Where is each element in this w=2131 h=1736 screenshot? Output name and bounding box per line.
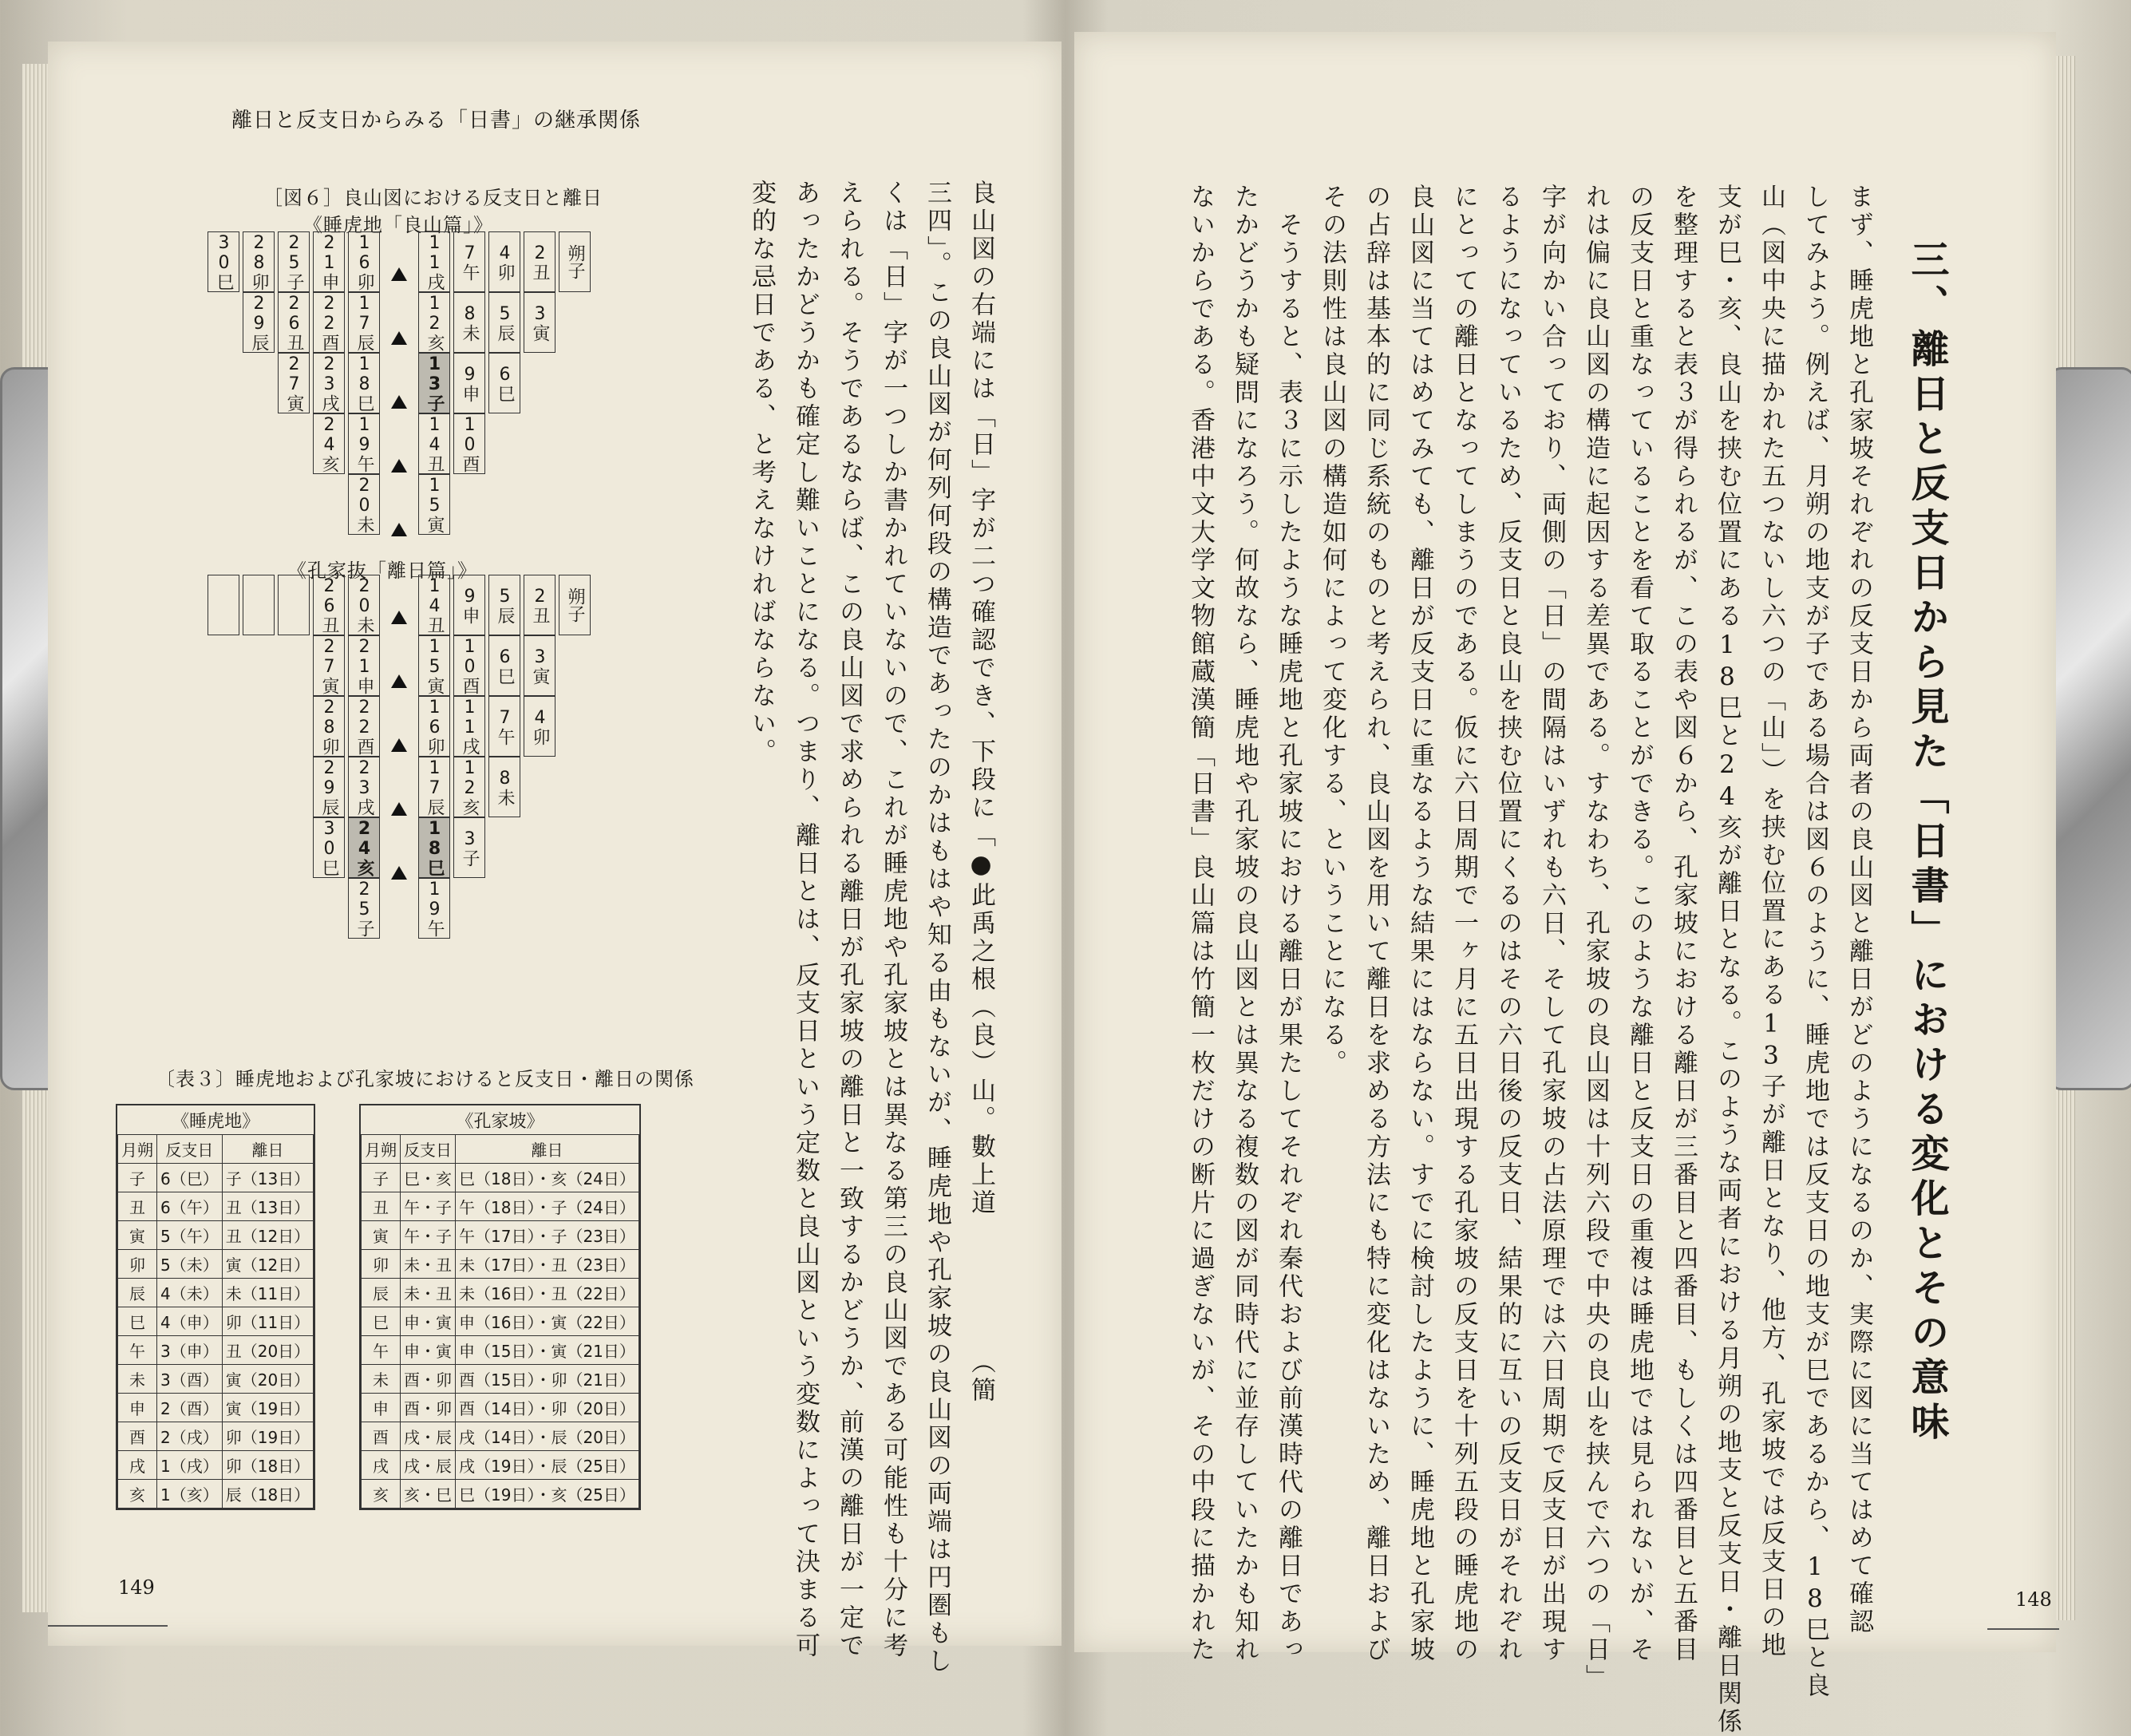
text-column: るようになっているため、反支日と良山を挟む位置にくるのはその六日後の反支日、結果的に互いの反支日がそれぞれ bbox=[1493, 184, 1522, 1664]
table-cell: 丑（13日） bbox=[222, 1192, 313, 1221]
column-note: （簡 bbox=[967, 1349, 995, 1405]
table-cell: 申・寅 bbox=[401, 1307, 456, 1336]
grid-cell: 3寅 bbox=[524, 635, 555, 696]
grid-cell: 7午 bbox=[453, 231, 485, 292]
table-row bbox=[362, 1480, 639, 1509]
grid-cell: 3寅 bbox=[524, 292, 555, 353]
grid-cell: 14丑 bbox=[418, 413, 450, 474]
table-row bbox=[118, 1279, 314, 1307]
table-cell: 丑 bbox=[118, 1192, 157, 1221]
table-cell: 申（16日）・寅（22日） bbox=[456, 1307, 639, 1336]
table-cell: 1（亥） bbox=[157, 1480, 223, 1509]
table-row bbox=[362, 1279, 639, 1307]
table-cell: 未（16日）・丑（22日） bbox=[456, 1279, 639, 1307]
table-cell: 午 bbox=[362, 1336, 401, 1365]
grid-cell: 27寅 bbox=[278, 353, 310, 413]
text-column: その法則性は良山図の構造如何によって変化する、ということになる。 bbox=[1318, 184, 1346, 1078]
table-cell: 寅（20日） bbox=[222, 1365, 313, 1394]
table-cell: 戌（14日）・辰（20日） bbox=[456, 1422, 639, 1451]
table-cell: 戌（19日）・辰（25日） bbox=[456, 1451, 639, 1480]
grid-cell: 28卯 bbox=[313, 696, 345, 757]
table-cell: 酉 bbox=[118, 1422, 157, 1451]
grid-cell: 19午 bbox=[348, 413, 380, 474]
table-3-shuihudi bbox=[116, 1104, 315, 1510]
table-cell: 3（酉） bbox=[157, 1365, 223, 1394]
grid-cell: 28卯 bbox=[243, 231, 275, 292]
right-binder-clip bbox=[2047, 367, 2131, 1090]
page-number-right: 148 bbox=[2015, 1588, 2052, 1611]
grid-cell: 18巳 bbox=[418, 817, 450, 878]
grid-cell: 25子 bbox=[278, 231, 310, 292]
figure-6-subtitle-a: 《睡虎地「良山篇」》 bbox=[303, 214, 493, 236]
table-cell: 卯 bbox=[362, 1250, 401, 1279]
grid-cell: 13子 bbox=[418, 353, 450, 413]
table-cell: 酉・卯 bbox=[401, 1365, 456, 1394]
table-3-title: 〔表３〕睡虎地および孔家坡におけると反支日・離日の関係 bbox=[156, 1068, 694, 1090]
table-cell: 戌 bbox=[118, 1451, 157, 1480]
table-cell: 5（未） bbox=[157, 1250, 223, 1279]
text-column: の占辞は基本的に同じ系統のものと考えられ、良山図を用いて離日を求める方法にも特に変化はないため、離日および bbox=[1362, 184, 1390, 1664]
table-cell: 酉 bbox=[362, 1422, 401, 1451]
grid-cell: 10酉 bbox=[453, 635, 485, 696]
grid-cell: 24亥 bbox=[348, 817, 380, 878]
grid-cell: 16卯 bbox=[418, 696, 450, 757]
mountain-marker bbox=[391, 611, 407, 624]
table-row bbox=[118, 1480, 314, 1509]
running-head: 離日と反支日からみる「日書」の継承関係 bbox=[231, 109, 642, 132]
table-cell: 酉（14日）・卯（20日） bbox=[456, 1394, 639, 1422]
text-column: にとっての離日となってしまうのである。仮に六日周期で一ヶ月に五日出現する孔家坡の反支日を十列五段の睡虎地の bbox=[1449, 184, 1478, 1664]
grid-cell: 6巳 bbox=[488, 353, 520, 413]
table-cell: 巳 bbox=[362, 1307, 401, 1336]
table-cell: 辰 bbox=[118, 1279, 157, 1307]
grid-cell: 11戌 bbox=[418, 231, 450, 292]
grid-cell: 2丑 bbox=[524, 231, 555, 292]
table-row bbox=[362, 1394, 639, 1422]
grid-cell: 11戌 bbox=[453, 696, 485, 757]
table-cell: 亥・巳 bbox=[401, 1480, 456, 1509]
table-cell: 卯 bbox=[118, 1250, 157, 1279]
table-row bbox=[362, 1192, 639, 1221]
table-row bbox=[118, 1336, 314, 1365]
table-cell: 巳（19日）・亥（25日） bbox=[456, 1480, 639, 1509]
table-cell: 子 bbox=[362, 1164, 401, 1192]
table-cell: 亥 bbox=[362, 1480, 401, 1509]
grid-cell: 2丑 bbox=[524, 575, 555, 635]
table-cell: 卯（11日） bbox=[222, 1307, 313, 1336]
grid-cell: 24亥 bbox=[313, 413, 345, 474]
mountain-marker bbox=[391, 523, 407, 536]
table-cell: 申・寅 bbox=[401, 1336, 456, 1365]
text-column: 山（図中央に描かれた五つないし六つの「山」）を挟む位置にある13子が離日となり、他方、孔家坡では反支日の地 bbox=[1757, 184, 1785, 1660]
table-cell: 申 bbox=[362, 1394, 401, 1422]
grid-cell: 4卯 bbox=[488, 231, 520, 292]
table-cell: 酉・卯 bbox=[401, 1394, 456, 1422]
table-cell: 4（未） bbox=[157, 1279, 223, 1307]
grid-cell: 18巳 bbox=[348, 353, 380, 413]
grid-cell: 30巳 bbox=[313, 817, 345, 878]
grid-cell-empty bbox=[208, 575, 239, 635]
figure-6-title: ［図６］良山図における反支日と離日 bbox=[263, 187, 603, 209]
table-cell: 酉（15日）・卯（21日） bbox=[456, 1365, 639, 1394]
table-row bbox=[362, 1336, 639, 1365]
text-column: れは偏に良山図の構造に起因する差異である。すなわち、孔家坡の良山図は十列六段で中央の良山を挟んで六つの「日」 bbox=[1581, 184, 1610, 1692]
table-cell: 巳 bbox=[118, 1307, 157, 1336]
grid-cell: 3子 bbox=[453, 817, 485, 878]
table-cell: 戌・辰 bbox=[401, 1422, 456, 1451]
text-column: くは「日」字が一つしか書かれていないので、これが睡虎地や孔家坡とは異なる第三の良山図である可能性も十分に考 bbox=[879, 180, 907, 1660]
text-column: 字が向かい合っており、両側の「日」の間隔はいずれも六日、そして孔家坡の占法原理では六日周期で反支日が出現す bbox=[1537, 184, 1566, 1664]
mountain-marker bbox=[391, 674, 407, 688]
grid-cell: 6巳 bbox=[488, 635, 520, 696]
grid-cell: 5辰 bbox=[488, 292, 520, 353]
table-cell: 丑（20日） bbox=[222, 1336, 313, 1365]
page-number-left: 149 bbox=[118, 1576, 155, 1599]
table-row bbox=[118, 1422, 314, 1451]
table-cell: 巳（18日）・亥（24日） bbox=[456, 1164, 639, 1192]
grid-cell: 29辰 bbox=[313, 757, 345, 817]
grid-cell: 15寅 bbox=[418, 635, 450, 696]
table-cell: 午（17日）・子（23日） bbox=[456, 1221, 639, 1250]
text-column: 変的な忌日である、と考えなければならない。 bbox=[747, 180, 776, 766]
text-column: 三四」。この良山図が何列何段の構造であったのかはもはや知る由もないが、睡虎地や孔家坡の良山図の両端は円圏もし bbox=[923, 180, 951, 1676]
table-cell: 戌・辰 bbox=[401, 1451, 456, 1480]
mountain-marker bbox=[391, 331, 407, 345]
grid-cell: 23戌 bbox=[348, 757, 380, 817]
grid-cell: 12亥 bbox=[453, 757, 485, 817]
table-row bbox=[118, 1307, 314, 1336]
figure-6-subtitle-b: 《孔家抜「離日篇」》 bbox=[287, 560, 477, 582]
grid-cell: 19午 bbox=[418, 878, 450, 939]
table-3-kongjiapo bbox=[359, 1104, 641, 1510]
grid-cell: 9申 bbox=[453, 353, 485, 413]
table-row bbox=[118, 1250, 314, 1279]
table-cell: 申（15日）・寅（21日） bbox=[456, 1336, 639, 1365]
table-cell: 2（戌） bbox=[157, 1422, 223, 1451]
table-cell: 丑 bbox=[362, 1192, 401, 1221]
table-cell: 寅 bbox=[362, 1221, 401, 1250]
table-cell: 卯（18日） bbox=[222, 1451, 313, 1480]
text-column: してみよう。例えば、月朔の地支が子である場合は図６のように、睡虎地では反支日の地支が巳であるから、18巳と良 bbox=[1801, 184, 1829, 1700]
table-row bbox=[362, 1164, 639, 1192]
text-column: あったかどうかも確定し難いことになる。つまり、離日とは、反支日という定数と良山図という変数によって決まる可 bbox=[791, 180, 820, 1660]
mountain-marker bbox=[391, 395, 407, 409]
text-column: まず、睡虎地と孔家坡それぞれの反支日から両者の良山図と離日がどのようになるのか、実際に図に当てはめて確認 bbox=[1844, 184, 1873, 1636]
table-row bbox=[362, 1221, 639, 1250]
table-cell: 午・子 bbox=[401, 1221, 456, 1250]
grid-cell: 26丑 bbox=[278, 292, 310, 353]
grid-cell: 27寅 bbox=[313, 635, 345, 696]
table-header: 離日 bbox=[456, 1135, 639, 1164]
grid-cell: 21申 bbox=[313, 231, 345, 292]
table-row bbox=[362, 1250, 639, 1279]
table-cell: 5（午） bbox=[157, 1221, 223, 1250]
table-row bbox=[118, 1365, 314, 1394]
footer-rule-left bbox=[48, 1625, 168, 1627]
text-column: の反支日と重なっていることを看て取ることができる。このような離日と反支日の重複は睡虎地では見られないが、そ bbox=[1625, 184, 1654, 1664]
grid-cell: 29辰 bbox=[243, 292, 275, 353]
grid-cell: 12亥 bbox=[418, 292, 450, 353]
grid-cell: 25子 bbox=[348, 878, 380, 939]
table-cell: 3（申） bbox=[157, 1336, 223, 1365]
mountain-marker bbox=[391, 866, 407, 880]
grid-cell: 20未 bbox=[348, 575, 380, 635]
table-row bbox=[362, 1451, 639, 1480]
grid-cell: 14丑 bbox=[418, 575, 450, 635]
text-column: ないからである。香港中文大学文物館蔵漢簡「日書」良山篇は竹簡一枚だけの断片に過ぎないが、その中段に描かれた bbox=[1186, 184, 1215, 1664]
grid-cell: 朔子 bbox=[559, 575, 591, 635]
table-caption: 《睡虎地》 bbox=[172, 1111, 260, 1132]
grid-cell: 10酉 bbox=[453, 413, 485, 474]
footer-rule-right bbox=[1987, 1628, 2059, 1630]
table-cell: 未 bbox=[118, 1365, 157, 1394]
grid-cell: 8未 bbox=[488, 757, 520, 817]
text-column: そうすると、表３に示したような睡虎地と孔家坡における離日が果たしてそれぞれ秦代および前漢時代の離日であっ bbox=[1274, 184, 1303, 1664]
grid-cell: 9申 bbox=[453, 575, 485, 635]
table-caption: 《孔家坡》 bbox=[456, 1111, 544, 1132]
table-cell: 6（午） bbox=[157, 1192, 223, 1221]
mountain-marker bbox=[391, 459, 407, 473]
grid-cell: 26丑 bbox=[313, 575, 345, 635]
table-row bbox=[118, 1451, 314, 1480]
table-header: 月朔 bbox=[362, 1135, 401, 1164]
table-row bbox=[362, 1365, 639, 1394]
table-cell: 寅（19日） bbox=[222, 1394, 313, 1422]
table-cell: 2（酉） bbox=[157, 1394, 223, 1422]
table-cell: 未 bbox=[362, 1365, 401, 1394]
grid-cell-empty bbox=[278, 575, 310, 635]
table-row bbox=[118, 1164, 314, 1192]
table-cell: 巳・亥 bbox=[401, 1164, 456, 1192]
grid-cell: 20未 bbox=[348, 474, 380, 535]
grid-cell: 17辰 bbox=[348, 292, 380, 353]
table-row bbox=[118, 1221, 314, 1250]
table-cell: 未（17日）・丑（23日） bbox=[456, 1250, 639, 1279]
table-cell: 4（申） bbox=[157, 1307, 223, 1336]
text-column: 支が巳・亥、良山を挟む位置にある18巳と24亥が離日となる。このような両者における月朔の地支と反支日・離日関係 bbox=[1713, 184, 1742, 1736]
text-column: 良山図の右端には「日」字が二つ確認でき、下段に「●此禹之根（良）山。數上道 bbox=[967, 180, 995, 1217]
table-cell: 亥 bbox=[118, 1480, 157, 1509]
table-cell: 卯（19日） bbox=[222, 1422, 313, 1451]
grid-cell: 朔子 bbox=[559, 231, 591, 292]
chapter-title: 三、離日と反支日から見た「日書」における変化とその意味 bbox=[1904, 239, 1949, 1446]
table-row bbox=[118, 1394, 314, 1422]
table-cell: 寅（12日） bbox=[222, 1250, 313, 1279]
table-header: 反支日 bbox=[401, 1135, 456, 1164]
table-header: 離日 bbox=[222, 1135, 313, 1164]
grid-cell: 8未 bbox=[453, 292, 485, 353]
table-cell: 午 bbox=[118, 1336, 157, 1365]
mountain-marker bbox=[391, 802, 407, 816]
grid-cell: 5辰 bbox=[488, 575, 520, 635]
grid-cell: 15寅 bbox=[418, 474, 450, 535]
table-cell: 子（13日） bbox=[222, 1164, 313, 1192]
mountain-marker bbox=[391, 267, 407, 281]
table-cell: 未・丑 bbox=[401, 1250, 456, 1279]
grid-cell: 21申 bbox=[348, 635, 380, 696]
table-cell: 1（戌） bbox=[157, 1451, 223, 1480]
table-row bbox=[362, 1422, 639, 1451]
table-cell: 戌 bbox=[362, 1451, 401, 1480]
table-cell: 6（巳） bbox=[157, 1164, 223, 1192]
table-cell: 丑（12日） bbox=[222, 1221, 313, 1250]
text-column: たかどうかも疑問になろう。何故なら、睡虎地や孔家坡の良山図とは異なる複数の図が同時代に並存していたかも知れ bbox=[1230, 184, 1259, 1664]
table-cell: 午・子 bbox=[401, 1192, 456, 1221]
text-column: 良山図に当てはめてみても、離日が反支日に重なるような結果にはならない。すでに検討したように、睡虎地と孔家坡 bbox=[1406, 184, 1434, 1664]
grid-cell: 23戌 bbox=[313, 353, 345, 413]
table-cell: 子 bbox=[118, 1164, 157, 1192]
grid-cell: 16卯 bbox=[348, 231, 380, 292]
table-row bbox=[118, 1192, 314, 1221]
table-cell: 未・丑 bbox=[401, 1279, 456, 1307]
grid-cell: 22酉 bbox=[348, 696, 380, 757]
text-column: を整理すると表３が得られるが、この表や図６から、孔家坡における離日が三番目と四番目、もしくは四番目と五番目 bbox=[1669, 184, 1698, 1664]
mountain-marker bbox=[391, 738, 407, 752]
grid-cell-empty bbox=[243, 575, 275, 635]
grid-cell: 22酉 bbox=[313, 292, 345, 353]
grid-cell: 4卯 bbox=[524, 696, 555, 757]
table-cell: 未（11日） bbox=[222, 1279, 313, 1307]
table-header: 反支日 bbox=[157, 1135, 223, 1164]
table-cell: 午（18日）・子（24日） bbox=[456, 1192, 639, 1221]
table-cell: 申 bbox=[118, 1394, 157, 1422]
table-cell: 寅 bbox=[118, 1221, 157, 1250]
grid-cell: 30巳 bbox=[208, 231, 239, 292]
table-row bbox=[362, 1307, 639, 1336]
table-cell: 辰 bbox=[362, 1279, 401, 1307]
table-header: 月朔 bbox=[118, 1135, 157, 1164]
grid-cell: 17辰 bbox=[418, 757, 450, 817]
text-column: えられる。そうであるならば、この良山図で求められる離日が孔家坡の離日と一致するかどうか、前漢の離日が一定で bbox=[835, 180, 864, 1660]
table-cell: 辰（18日） bbox=[222, 1480, 313, 1509]
grid-cell: 7午 bbox=[488, 696, 520, 757]
